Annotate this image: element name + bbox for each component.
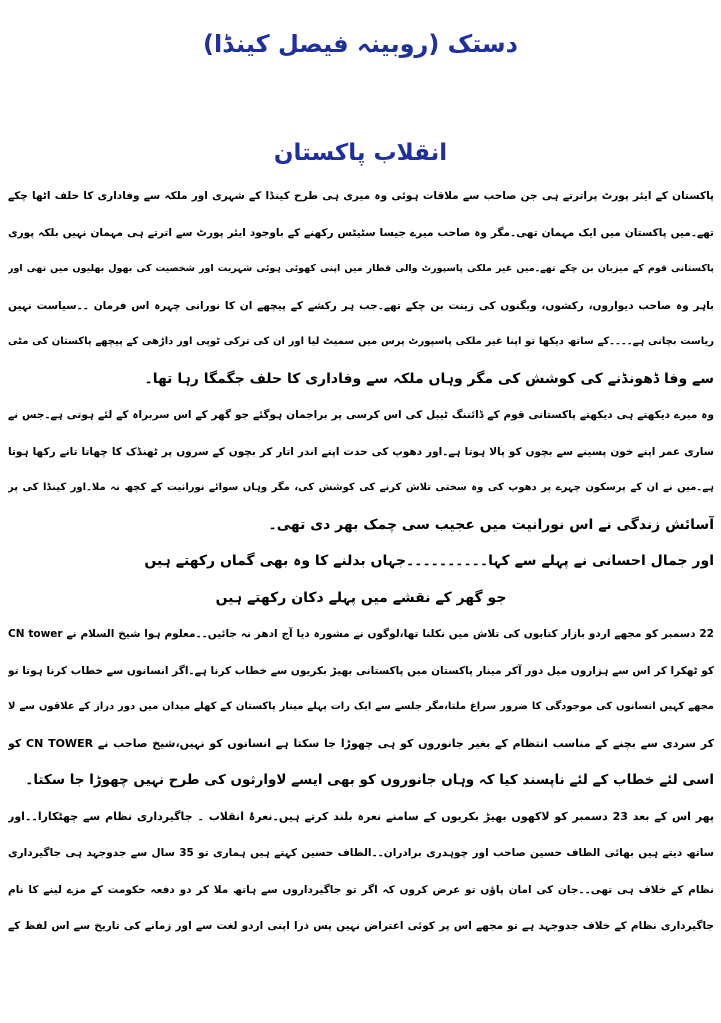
- body-line: کر سردی سے بچنے کے مناسب انتظام کے بغیر جانوروں کو ہی چھوڑا جا سکتا ہے انسانوں کو نہیں،شیخ صاحب نے CN TOWER کو: [8, 736, 714, 750]
- body-line: پاکستانی قوم کے میزبان بن چکے تھے۔میں غیر ملکی پاسپورٹ والی قطار میں اپنی کھوئی ہوئی شہریت اور شخصیت کی بھول بھلیوں میں تھی اور: [8, 263, 714, 274]
- body-line: باہر وہ صاحب دیواروں، رکشوں، ویگنوں کی زینت بن چکے تھے۔جب ہر رکشے کے پیچھے ان کا نورانی چہرہ اس فرمان ۔۔سیاست نہیں: [8, 299, 714, 312]
- body-line: کو ٹھکرا کر اس سے ہزاروں میل دور آکر مینار پاکستان میں پاکستانی بھیڑ بکریوں سے خطاب کرنا ہے۔اگر انسانوں سے خطاب کرنا ہوتا تو: [8, 664, 714, 677]
- body-line: وہ میرے دیکھتے ہی دیکھتے پاکستانی قوم کے ڈائننگ ٹیبل کی اس کرسی پر براجمان ہوگئے جو گھر کے اس سربراہ کے لئے ہوتی ہے۔جس نے: [8, 409, 714, 421]
- body-line: مجھے کہیں انسانوں کی موجودگی کا ضرور سراغ ملتا،مگر جلسے سے ایک رات پہلے مینار پاکستان کے کھلے میدان میں دور دراز کے علاقوں سے لا: [8, 701, 714, 712]
- body-line: ساتھ دیتے ہیں بھائی الطاف حسین صاحب اور چوہدری برادران۔۔الطاف حسین کہتے ہیں ہماری تو 35 سال سے جدوجہد ہی جاگیرداری: [8, 847, 714, 859]
- article-body: [8, 178, 714, 945]
- body-line: نظام کے خلاف ہی تھی۔۔جان کی امان پاؤں تو عرض کروں کہ اگر تو جاگیرداروں سے ہاتھ ملا کر دو دفعہ حکومت کے مزے لینے کا نام: [8, 883, 714, 896]
- article-title: انقلاب پاکستان: [273, 140, 448, 166]
- body-line: جاگیرداری نظام کے خلاف جدوجہد ہے تو مجھے اس پر کوئی اعتراض نہیں پس ذرا اپنی اردو لغت سے اور زمانے کی تاریخ سے اس لفظ کے: [8, 920, 714, 932]
- body-line: پاکستان کے ایئر پورٹ پراترتے ہی جن صاحب سے ملاقات ہوئی وہ میری ہی طرح کینڈا کے شہری اور ملکہ سے وفاداری کا حلف اٹھا چکے: [8, 190, 714, 202]
- body-line: اور جمال احسانی نے پہلے سے کہا۔۔۔۔۔۔۔۔۔۔جہاں بدلنے کا وہ بھی گماں رکھتے ہیں: [144, 553, 714, 569]
- body-line: آسائش زندگی نے اس نورانیت میں عجیب سی چمک بھر دی تھی۔: [268, 516, 714, 533]
- body-line: اسی لئے خطاب کے لئے ناپسند کیا کہ وہاں جانوروں کو بھی ایسے لاوارثوں کی طرح نہیں چھوڑا جا سکتا۔: [25, 772, 714, 788]
- body-line: 22 دسمبر کو مجھے اردو بازار کتابوں کی تلاش میں نکلنا تھا،لوگوں نے مشورہ دیا آج ادھر نہ جائیں۔۔معلوم ہوا شیخ السلام نے CN tower: [8, 628, 714, 640]
- body-line: تھے۔میں پاکستان میں ایک مہمان تھی۔مگر وہ صاحب میرے جیسا سٹیٹس رکھنے کے باوجود ایئر پورٹ سے اترتے ہی مہمان نہیں بلکہ پوری: [8, 226, 714, 239]
- body-line: جو گھر کے نقشے میں پہلے دکان رکھتے ہیں: [215, 589, 507, 606]
- body-line: پھر اس کے بعد 23 دسمبر کو لاکھوں بھیڑ بکریوں کے سامنے نعرہ بلند کرتے ہیں۔نعرۂ انقلاب ۔ جاگیرداری نظام سے چھٹکارا۔۔اور: [8, 809, 714, 823]
- body-line: ریاست بچانی ہے۔۔۔۔کے ساتھ دیکھا تو اپنا غیر ملکی پاسپورٹ پرس میں سمیٹ لیا اور ان کی ترکی ٹوپی اور داڑھی کے پیچھے پاکستان کی مٹی: [8, 336, 714, 347]
- body-line: سے وفا ڈھونڈنے کی کوشش کی مگر وہاں ملکہ سے وفاداری کا حلف جگمگا رہا تھا۔: [144, 370, 714, 387]
- body-line: ساری عمر اپنے خون پسینے سے بچوں کو پالا ہوتا ہے۔اور دھوپ کی حدت اپنے اندر اتار کر بچوں کے سروں پر ٹھنڈک کا چھاتا تانے رکھا ہوتا: [8, 445, 714, 458]
- column-title: دستک (روبینہ فیصل کینڈا): [203, 30, 518, 58]
- body-line: ہے۔میں نے ان کے پرسکون چہرے پر دھوپ کی وہ سختی تلاش کرنے کی کوشش کی، مگر وہاں سوائے نورانیت کے کچھ نہ ملا۔اور کینڈا کی پر: [8, 482, 714, 493]
